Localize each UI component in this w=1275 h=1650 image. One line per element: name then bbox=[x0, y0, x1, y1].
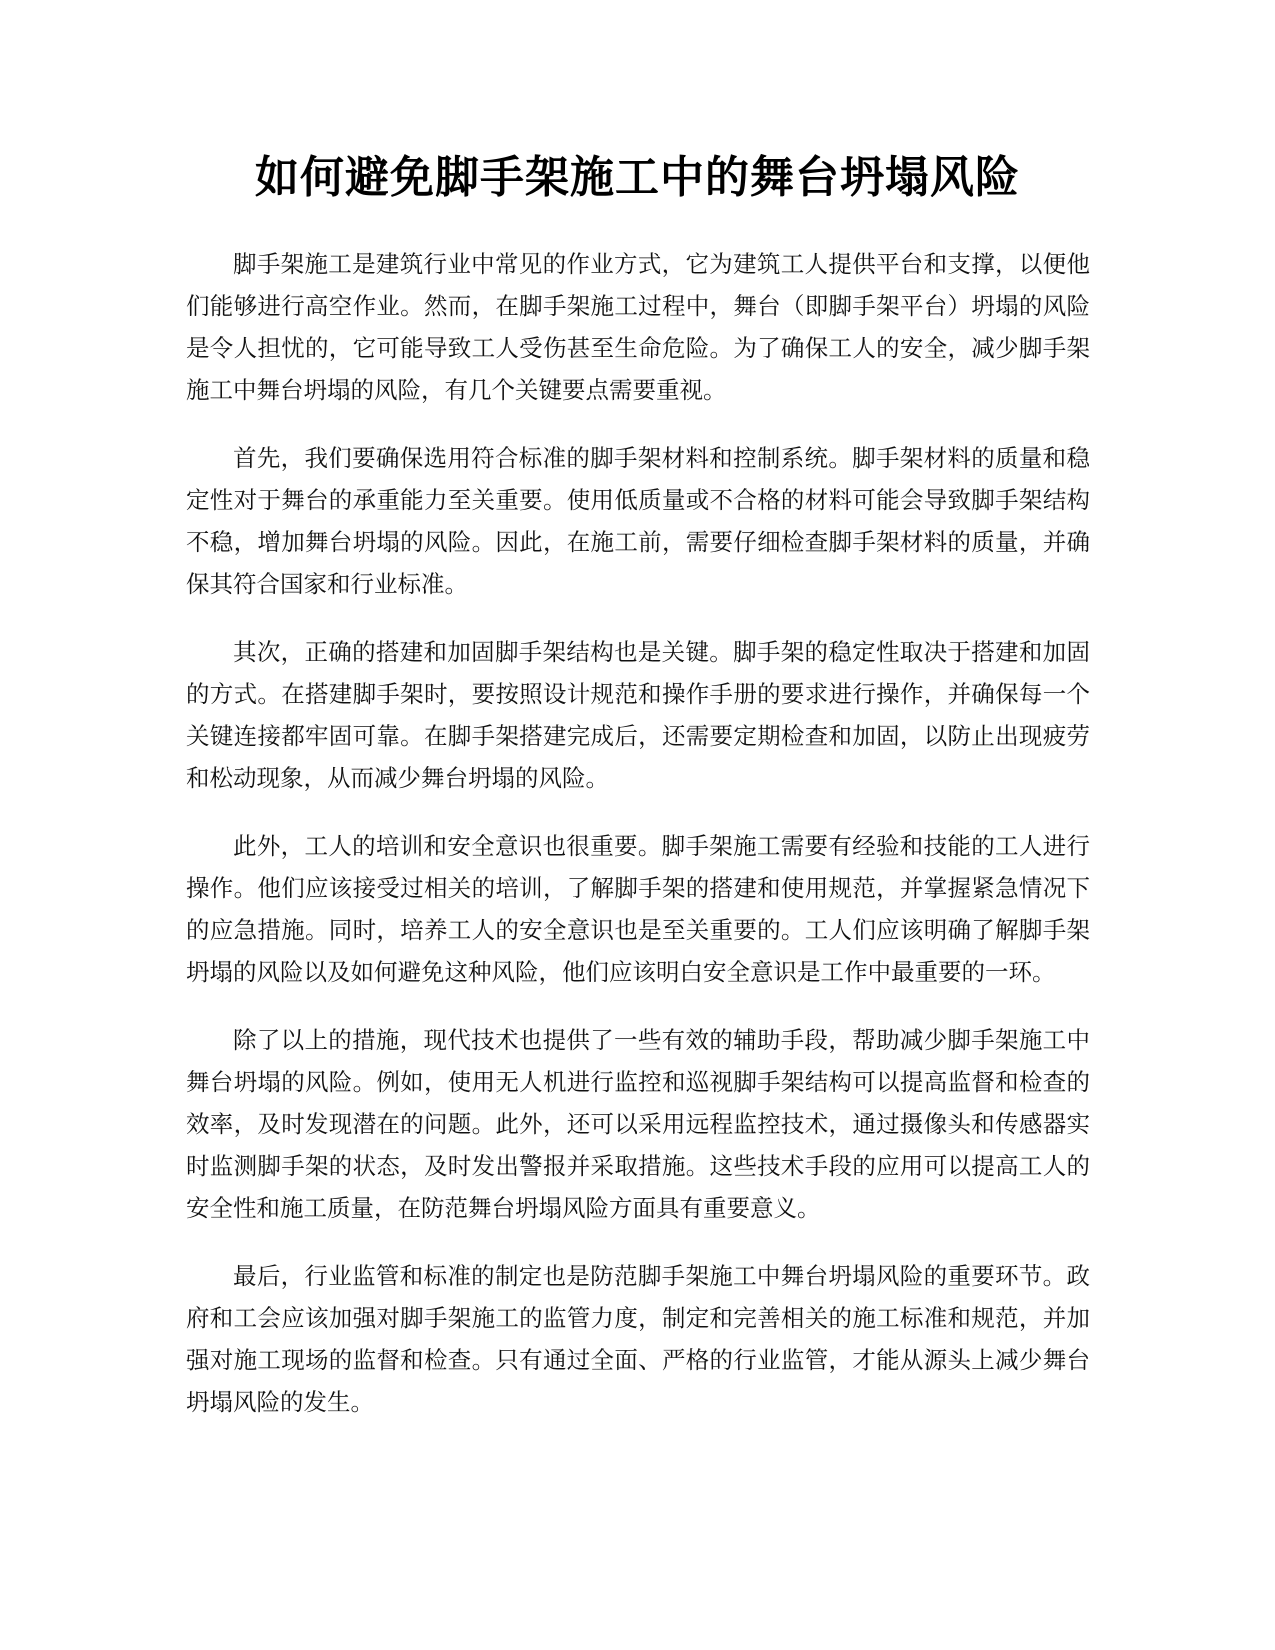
paragraph-materials: 首先，我们要确保选用符合标准的脚手架材料和控制系统。脚手架材料的质量和稳定性对于舞台的承重能力至关重要。使用低质量或不合格的材料可能会导致脚手架结构不稳，增加舞台坍塌的风险。因此，在施工前，需要仔细检查脚手架材料的质量，并确保其符合国家和行业标准。 bbox=[186, 444, 1090, 598]
document-body bbox=[186, 243, 1090, 1449]
paragraph-construction: 其次，正确的搭建和加固脚手架结构也是关键。脚手架的稳定性取决于搭建和加固的方式。在搭建脚手架时，要按照设计规范和操作手册的要求进行操作，并确保每一个关键连接都牢固可靠。在脚手架搭建完成后，还需要定期检查和加固，以防止出现疲劳和松动现象，从而减少舞台坍塌的风险。 bbox=[186, 638, 1090, 792]
paragraph-intro: 脚手架施工是建筑行业中常见的作业方式，它为建筑工人提供平台和支撑，以便他们能够进行高空作业。然而，在脚手架施工过程中，舞台（即脚手架平台）坍塌的风险是令人担忧的，它可能导致工人受伤甚至生命危险。为了确保工人的安全，减少脚手架施工中舞台坍塌的风险，有几个关键要点需要重视。 bbox=[186, 250, 1090, 404]
paragraph-regulation: 最后，行业监管和标准的制定也是防范脚手架施工中舞台坍塌风险的重要环节。政府和工会应该加强对脚手架施工的监管力度，制定和完善相关的施工标准和规范，并加强对施工现场的监督和检查。只有通过全面、严格的行业监管，才能从源头上减少舞台坍塌风险的发生。 bbox=[186, 1262, 1090, 1416]
paragraph-training: 此外，工人的培训和安全意识也很重要。脚手架施工需要有经验和技能的工人进行操作。他们应该接受过相关的培训，了解脚手架的搭建和使用规范，并掌握紧急情况下的应急措施。同时，培养工人的安全意识也是至关重要的。工人们应该明确了解脚手架坍塌的风险以及如何避免这种风险，他们应该明白安全意识是工作中最重要的一环。 bbox=[186, 832, 1090, 986]
paragraph-technology: 除了以上的措施，现代技术也提供了一些有效的辅助手段，帮助减少脚手架施工中舞台坍塌的风险。例如，使用无人机进行监控和巡视脚手架结构可以提高监督和检查的效率，及时发现潜在的问题。此外，还可以采用远程监控技术，通过摄像头和传感器实时监测脚手架的状态，及时发出警报并采取措施。这些技术手段的应用可以提高工人的安全性和施工质量，在防范舞台坍塌风险方面具有重要意义。 bbox=[186, 1026, 1090, 1222]
document-title: 如何避免脚手架施工中的舞台坍塌风险 bbox=[255, 152, 1020, 203]
